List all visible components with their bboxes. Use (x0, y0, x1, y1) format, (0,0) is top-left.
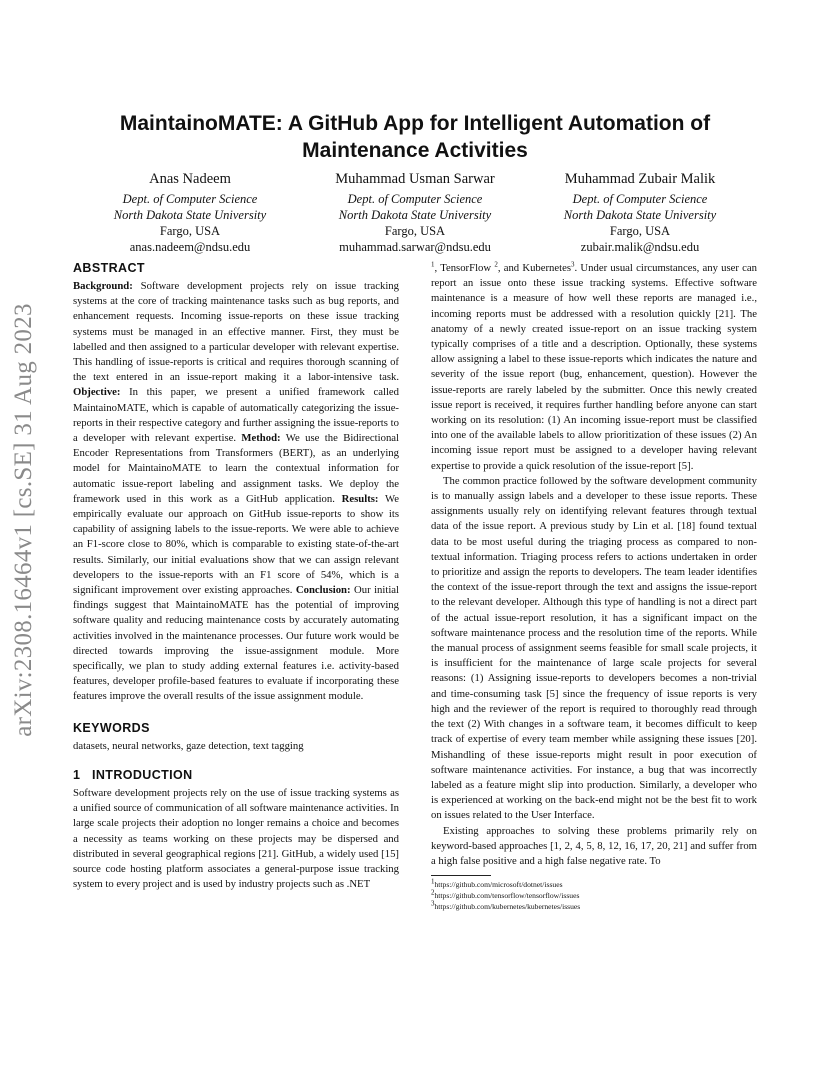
footnote-number: 3 (431, 899, 435, 908)
footnote-ref-1: 1 (431, 260, 435, 269)
author-university: North Dakota State University (338, 208, 492, 222)
intro-cont-text-a: , TensorFlow (434, 262, 492, 274)
author-university: North Dakota State University (113, 208, 267, 222)
author-name: Muhammad Zubair Malik (564, 171, 716, 187)
footnote-text: https://github.com/microsoft/dotnet/issues (434, 880, 563, 890)
intro-paragraph-3: Existing approaches to solving these problems primarily rely on keyword-based approaches [1, 2, 4, 5, 8, 12, 16, 17, 20, 21] and suffer from a high false positive and a high false negative rate. To (431, 824, 757, 867)
keywords-heading: KEYWORDS (73, 720, 150, 735)
abstract-results-label: Results: (341, 492, 379, 505)
author-name: Muhammad Usman Sarwar (335, 171, 495, 187)
intro-section-title: INTRODUCTION (91, 767, 193, 782)
footnote-divider (431, 875, 491, 876)
arxiv-id-text: arXiv:2308.16464v1 [cs.SE] 31 Aug 2023 (10, 303, 37, 737)
abstract-objective-text: In this paper, we present a unified framework called MaintainoMATE, which is capable of automatically categorizing the issue-reports in their respective category and further assigning the issue-reports to a developer with relevant expertise. (73, 386, 399, 445)
abstract-conclusion-label: Conclusion: (295, 584, 351, 597)
author-email: zubair.malik@ndsu.edu (580, 240, 700, 254)
intro-heading (73, 768, 399, 782)
abstract-conclusion-text: Our initial findings suggest that MaintainoMATE has the potential of improving software quality and reducing maintenance costs by accurately automating activities involved in the maintenance processes. Our future work would be directed towards improving the issue-assignment module. More specifically, we plan to study adding external features i.e. activity-based features, developer profile-based features to evaluate if incorporating these features improve the overall results of the issue assignment module. (73, 584, 400, 703)
intro-section-number: 1 (73, 767, 81, 782)
author-location: Fargo, USA (384, 224, 446, 238)
abstract-method-label: Method: (241, 432, 281, 445)
footnote-number: 1 (431, 877, 435, 886)
author-dept: Dept. of Computer Science (347, 192, 483, 206)
left-column (73, 261, 399, 892)
footnote-ref-2: 2 (494, 260, 498, 269)
author-dept: Dept. of Computer Science (572, 192, 708, 206)
abstract-text (73, 279, 399, 705)
intro-cont-text-c: . Under usual circumstances, any user can report an issue onto these issue tracking systems. Effective software maintenance is a measure of how well these reports are managed i.e., incoming reports must be addressed with a resolution quickly [21]. The anatomy of a newly created issue-report on an issue tracking system typically comprises of a title and a description. Optionally, these systems allow assigning a label to these issue-reports which indicates the nature and severity of the issue report (bug, enhancement, question). However the issue-reports are rarely labeled by the submitter. Once this newly created issue report is received, it requires further handling before anyone can start working on its resolution: (1) An incoming issue-report must be classified into one of the available labels to allow prioritization of these issues (2) An incoming issue report must be assigned to a developer having relevant expertise to provide a quick resolution of the issue-report [5]. (431, 262, 758, 472)
footnote-text: https://github.com/kubernetes/kubernetes/issues (434, 902, 581, 912)
author-name: Anas Nadeem (149, 171, 231, 187)
author-location: Fargo, USA (609, 224, 671, 238)
author-email: anas.nadeem@ndsu.edu (129, 240, 251, 254)
footnote-ref-3: 3 (571, 260, 575, 269)
footnote-number: 2 (431, 888, 435, 897)
abstract-background-label: Background: (73, 280, 133, 292)
footnote-2 (431, 890, 757, 901)
author-email: muhammad.sarwar@ndsu.edu (339, 240, 491, 254)
intro-paragraph-1: Software development projects rely on the use of issue tracking systems as a unified source of communication of all software maintenance activities. In large scale projects their adoption no longer remains a choice and becomes a necessity as teams working on these projects may be dispersed and distributed in several geographical regions [21]. GitHub, a widely used [15] source code hosting platform associates a general-purpose issue tracking system to every project and is used by industry projects such as .NET (73, 786, 399, 891)
author-university: North Dakota State University (563, 208, 717, 222)
footnote-text: https://github.com/tensorflow/tensorflow/issues (434, 891, 580, 901)
abstract-background-text: Software development projects rely on issue tracking systems at the core of tracking maintenance tasks such as bug reports, and enhancement requests. Incoming issue-reports on these issue tracking systems must be managed in an effective manner. First, they must be labelled and then assigned to a particular developer with relevant expertise. This handling of issue-reports is critical and requires thorough scanning of the text entered in an issue-report making it a labor-intensive task. (73, 280, 399, 384)
abstract-results-text: We empirically evaluate our approach on GitHub issue-reports to show its capability of assigning labels to the issue-reports. We were able to achieve an F1-score close to 80%, which is comparable to existing state-of-the-art results. Similarly, our initial evaluations show that we can assign relevant developers to the issue-reports with an F1 score of 54%, which is a significant improvement over existing approaches. (73, 492, 399, 597)
author-dept: Dept. of Computer Science (122, 192, 258, 206)
author-block (80, 170, 750, 255)
footnote-3 (431, 901, 757, 912)
keywords-text: datasets, neural networks, gaze detection, text tagging (73, 739, 304, 752)
right-column (431, 261, 757, 912)
author-2 (305, 170, 525, 255)
abstract-objective-label: Objective: (73, 386, 121, 399)
abstract-method-text: We use the Bidirectional Encoder Representations from Transformers (BERT), as an underlying model for MaintainoMATE to learn the contextual information for automatic issue-report labeling and assignment tasks. We deploy the framework used in this work as a GitHub application. (73, 432, 399, 505)
intro-paragraph-2: The common practice followed by the software development community is to manually assign labels and a developer to these issue reports. These assignments usually rely on identifying relevant features through textual data of the issue report. A previous study by Lin et al. [18] found textual data to be most useful during the triaging process as compared to non-textual information. Triaging process refers to actions undertaken in order to prioritize and assign the reports to developers. The team leader identifies the context of the issue-report through the text and assigns the issue-report to the relevant developer. Although this type of handling is not a direct part of the actual issue-report resolution, it has a significant impact on the software maintenance process and the resolution time of the reports. While the manual process of assignment seems feasible for small scale projects, it is insufficient for the maintenance of large scale projects for several reasons: (1) Assigning issue-reports to developers becomes a non-trivial and time-consuming task [5] since the frequency of issue reports is very high and the reviewer of the report is required to thoroughly read through the text (2) With changes in a software team, it becomes difficult to keep track of expertise of every team member while assigning these issues [20]. Mishandling of these issue-reports might result in poor execution of software maintenance activities. For instance, a bug that was incorrectly labeled as a feature might slip into production. Similarly, a developer who is experienced at working on the back-end might not be the best fit to work on issues related to the User Interface. (431, 474, 757, 822)
intro-cont-text-b: , and Kubernetes (497, 262, 572, 274)
author-location: Fargo, USA (159, 224, 221, 238)
abstract-heading: ABSTRACT (73, 261, 145, 275)
author-3 (530, 170, 750, 255)
author-1 (80, 170, 300, 255)
footnote-1 (431, 879, 757, 890)
paper-title: MaintainoMATE: A GitHub App for Intelligent Automation of Maintenance Activities (119, 112, 711, 162)
intro-paragraph-1-continued (431, 261, 757, 474)
